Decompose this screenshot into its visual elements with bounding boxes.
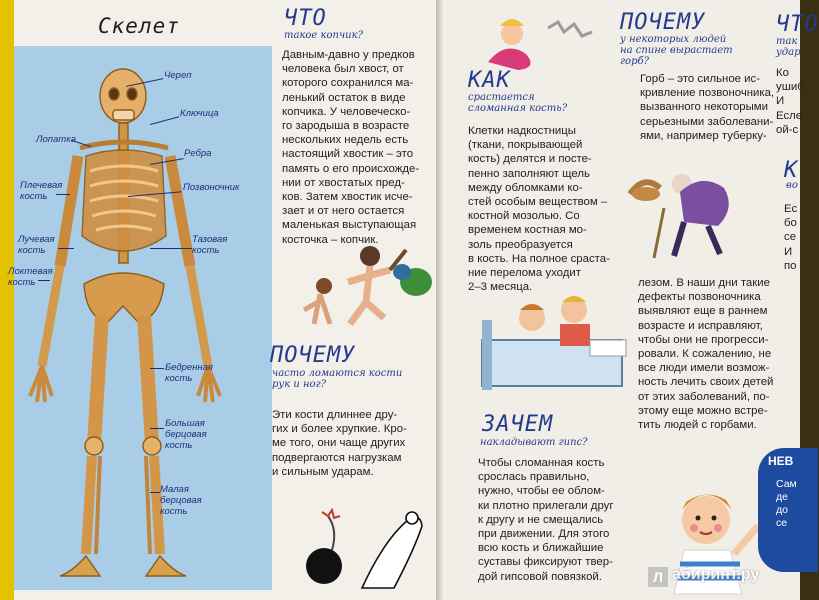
label-klyuchitsa: Ключица — [180, 108, 219, 119]
cavemen-illustration — [284, 232, 434, 336]
label-luchevaya: Лучевая кость — [18, 234, 55, 256]
q2-text: Эти кости длиннее дру- гих и более хрупкие. Кро- ме того, они чаще других подвергаются нагрузкам и сильным ударам. — [272, 409, 407, 478]
skeleton-title: Скелет — [98, 14, 180, 38]
label-malaya: Малая берцовая кость — [160, 484, 202, 517]
q3-subtitle: срастается сломанная кость? — [468, 92, 568, 114]
q4-text: Горб – это сильное ис- кривление позвоночника, вызванного некоторыми серьезными заболевани- ями, например туберку- — [640, 73, 775, 142]
watermark-text: абиринт.ру — [672, 566, 760, 583]
q2-subtitle: часто ломаются кости рук и ног? — [272, 368, 403, 390]
leader-line — [150, 248, 192, 249]
q2-title: ПОЧЕМУ — [270, 343, 356, 368]
leader-line — [150, 368, 164, 369]
cut-title: ЧТО — [776, 12, 819, 37]
cut-subtitle-2: во — [786, 180, 798, 191]
label-rebra: Ребра — [184, 148, 212, 159]
info-badge-title: НЕВ — [768, 454, 794, 468]
label-loktevaya: Локтевая кость — [8, 266, 53, 288]
info-badge — [758, 448, 818, 572]
label-plechevaya: Плечевая кость — [20, 180, 63, 202]
right-page — [448, 0, 819, 600]
q3-title: КАК — [468, 68, 511, 93]
q1-subtitle: такое копчик? — [284, 30, 363, 41]
q4-title: ПОЧЕМУ — [620, 10, 706, 35]
leader-line — [38, 280, 50, 281]
leader-line — [150, 492, 160, 493]
q3-text: Клетки надкостницы (ткани, покрывающей кость) делятся и посте- пенно заполняют щель между обломками ко- стей особым веществом – костной мозолью. Со временем костная мо- золь преобразуется в кость. На полное сраста- ние перелома уходит 2–3 месяца. — [468, 125, 610, 294]
watermark-mark: Л — [653, 569, 663, 585]
q1-title: ЧТО — [284, 6, 327, 31]
q5-subtitle: накладывают гипс? — [480, 437, 588, 448]
label-cherep: Череп — [164, 70, 192, 81]
label-bolshaya: Большая берцовая кость — [165, 418, 207, 451]
cut-text: Ко ушиб И Есле ой-с — [776, 67, 804, 136]
leader-line — [150, 428, 164, 429]
hunchback-illustration — [624, 148, 770, 264]
q5-text: Чтобы сломанная кость срослась правильно, нужно, чтобы ее облом- ки плотно прилегали друг к другу и не смещались при движении. Для этого всю кость и ближайшие суставы фиксируют твер- дой гипсовой повязкой. — [478, 457, 614, 583]
cut-subtitle: так удар — [776, 36, 801, 58]
cut-title-2: К — [784, 158, 799, 183]
info-badge-text: Сам де до се — [776, 478, 797, 529]
label-bedrennaya: Бедренная кость — [165, 362, 213, 384]
label-tazovaya: Тазовая кость — [192, 234, 228, 256]
q5-title: ЗАЧЕМ — [482, 412, 554, 437]
princess-illustration — [478, 4, 604, 74]
leader-line — [58, 248, 74, 249]
kids-in-bed-illustration — [472, 280, 632, 400]
leader-line — [56, 194, 70, 195]
label-pozvonochnik: Позвоночник — [183, 182, 240, 193]
page-edge-stripe — [0, 0, 14, 600]
watermark-logo — [648, 567, 668, 587]
cut-text-2: Ес бо се И по — [784, 203, 798, 272]
q4-subtitle: у некоторых людей на спине вырастает горб? — [620, 34, 733, 67]
q1-text: Давным-давно у предков человека был хвост, от которого сохранился ма- ленький остаток в виде копчика. У человеческо- го зародыша в возрасте нескольких недель есть настоящий хвостик – это память о его происхожде- нии от хвостатых пред- ков. Затем хвостик исче- зает и от него остается маленькая выступающая косточка – копчик. — [282, 49, 420, 246]
q4-text-continued: лезом. В наши дни такие дефекты позвоночника выявляют еще в раннем возрасте и исправляют, чтобы они не прогресси- ровали. К сожалению, не все люди имели возмож- ность лечить своих детей от этих заболеваний, по- этому еще можно встре- тить людей с горбами. — [638, 277, 774, 432]
label-lopatka: Лопатка — [36, 134, 76, 145]
bomb-illustration — [292, 490, 432, 595]
